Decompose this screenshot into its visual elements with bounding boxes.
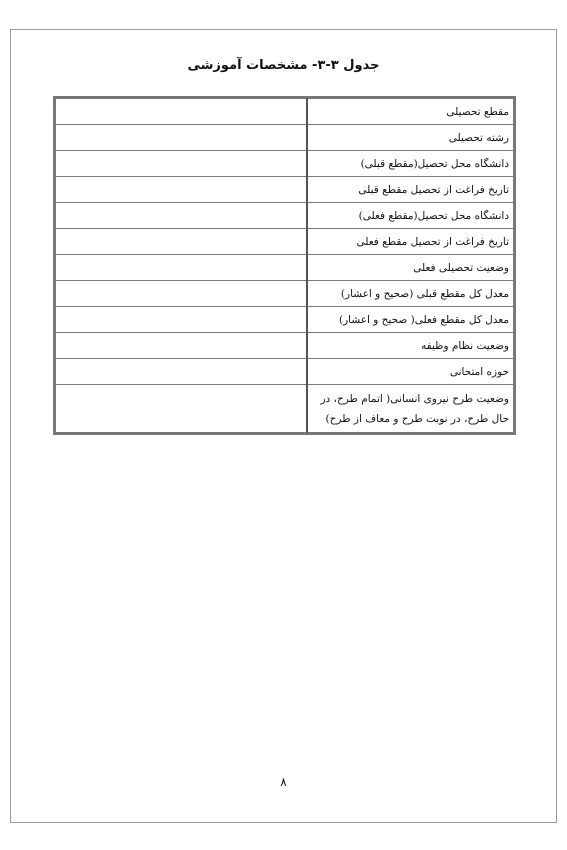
row-value-current-university[interactable] [56, 203, 307, 229]
table-row [56, 151, 514, 177]
row-value-current-status[interactable] [56, 255, 307, 281]
table-row [56, 177, 514, 203]
table-row [56, 255, 514, 281]
row-value-prev-graduation-date[interactable] [56, 177, 307, 203]
row-label-prev-gpa: معدل کل مقطع قبلی (صحیح و اعشار) [307, 281, 514, 307]
row-label-degree: مقطع تحصیلی [307, 99, 514, 125]
table-row [56, 203, 514, 229]
row-value-current-graduation-date[interactable] [56, 229, 307, 255]
row-label-manpower-plan: وضعیت طرح نیروی انسانی( اتمام طرح، در حال طرح، در نوبت طرح و معاف از طرح) [307, 385, 514, 433]
row-value-field[interactable] [56, 125, 307, 151]
table-row [56, 229, 514, 255]
row-value-manpower-plan[interactable] [56, 385, 307, 433]
table-row [56, 333, 514, 359]
table-title: جدول ۳-۳- مشخصات آموزشی [187, 58, 380, 73]
row-label-current-status: وضعیت تحصیلی فعلی [307, 255, 514, 281]
row-label-current-gpa: معدل کل مقطع فعلی( صحیح و اعشار) [307, 307, 514, 333]
row-label-current-university: دانشگاه محل تحصیل(مقطع فعلی) [307, 203, 514, 229]
row-value-current-gpa[interactable] [56, 307, 307, 333]
education-table [53, 96, 516, 435]
table-row [56, 99, 514, 125]
table-row [56, 281, 514, 307]
row-label-military-service: وضعیت نظام وظیفه [307, 333, 514, 359]
table-row [56, 385, 514, 433]
row-label-exam-zone: حوزه امتحانی [307, 359, 514, 385]
row-value-prev-gpa[interactable] [56, 281, 307, 307]
row-label-prev-graduation-date: تاریخ فراغت از تحصیل مقطع قبلی [307, 177, 514, 203]
row-label-current-graduation-date: تاریخ فراغت از تحصیل مقطع فعلی [307, 229, 514, 255]
row-value-degree[interactable] [56, 99, 307, 125]
page-number: ۸ [280, 775, 287, 789]
row-value-exam-zone[interactable] [56, 359, 307, 385]
row-value-prev-university[interactable] [56, 151, 307, 177]
table-row [56, 307, 514, 333]
table-row [56, 359, 514, 385]
table-row [56, 125, 514, 151]
row-label-field: رشته تحصیلی [307, 125, 514, 151]
row-label-prev-university: دانشگاه محل تحصیل(مقطع قبلی) [307, 151, 514, 177]
row-value-military-service[interactable] [56, 333, 307, 359]
